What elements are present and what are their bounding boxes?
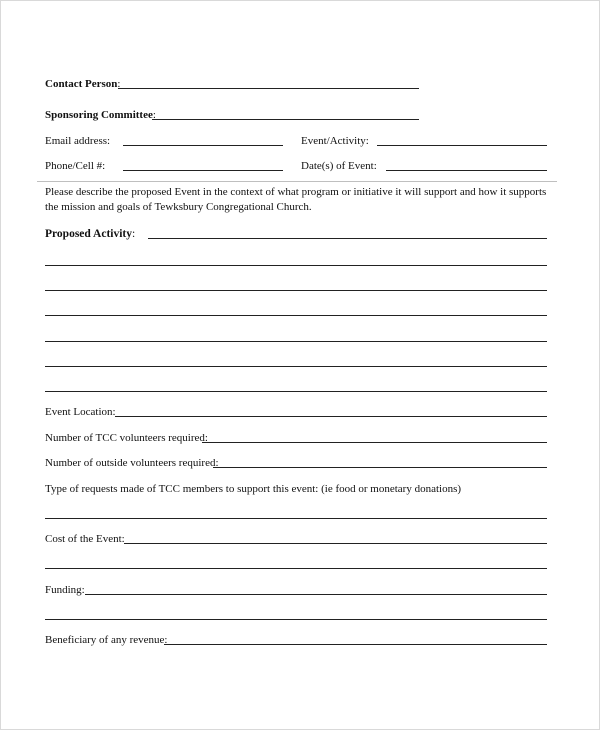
email-field[interactable] [123,145,283,146]
proposed-activity-line[interactable] [45,290,547,291]
proposed-activity-line[interactable] [45,315,547,316]
proposed-activity-colon: : [132,228,136,240]
dates-label: Date(s) of Event: [301,160,377,172]
funding-extra-line[interactable] [45,619,547,620]
dates-field[interactable] [386,170,547,171]
cost-extra-line[interactable] [45,568,547,569]
phone-label: Phone/Cell #: [45,160,106,172]
phone-field[interactable] [123,170,283,171]
contact-person-label [45,78,120,91]
event-location-field[interactable] [115,416,547,417]
event-location-label: Event Location: [45,406,116,418]
requests-field[interactable] [45,518,547,519]
contact-person-text: Contact Person [45,78,118,90]
proposed-activity-field[interactable] [148,238,547,239]
sponsoring-committee-label [45,109,156,122]
funding-field[interactable] [85,594,547,595]
requests-label: Type of requests made of TCC members to support this event: (ie food or monetary donations) [45,483,462,495]
beneficiary-label: Beneficiary of any revenue: [45,634,168,646]
funding-label: Funding: [45,584,85,596]
tcc-volunteers-label: Number of TCC volunteers required: [45,432,208,444]
beneficiary-field[interactable] [164,644,547,645]
outside-volunteers-label: Number of outside volunteers required: [45,457,219,469]
event-activity-label: Event/Activity: [301,135,369,147]
sponsoring-committee-colon: : [152,109,156,121]
cost-label: Cost of the Event: [45,533,125,545]
contact-person-colon: : [117,78,121,90]
tcc-volunteers-field[interactable] [202,442,547,443]
proposed-activity-line[interactable] [45,366,547,367]
contact-person-field[interactable] [118,88,419,89]
proposed-activity-line[interactable] [45,341,547,342]
sponsoring-committee-text: Sponsoring Committee [45,109,153,121]
email-label: Email address: [45,135,111,147]
proposed-activity-line[interactable] [45,391,547,392]
cost-field[interactable] [124,543,547,544]
proposed-activity-line[interactable] [45,265,547,266]
event-activity-field[interactable] [377,145,547,146]
sponsoring-committee-field[interactable] [152,119,419,120]
instructions-text: Please describe the proposed Event in the context of what program or initiative it will support and how it supports the mission and goals of Tewksbury Congregational Church. [45,186,547,213]
proposed-activity-label [45,228,135,241]
outside-volunteers-field[interactable] [213,467,547,468]
proposed-activity-text: Proposed Activity [45,228,132,240]
section-divider [37,181,557,182]
